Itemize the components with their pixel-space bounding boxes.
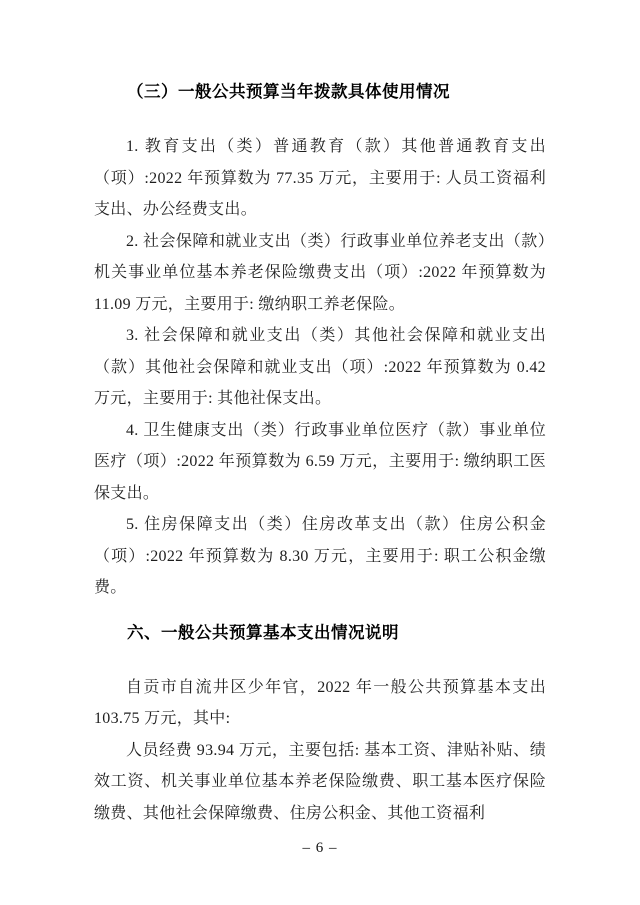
- budget-item-paragraph-housing: 5. 住房保障支出（类）住房改革支出（款）住房公积金（项）:2022 年预算数为 8.30 万元，主要用于: 职工公积金缴费。: [94, 516, 546, 596]
- budget-item-paragraph-health: 4. 卫生健康支出（类）行政事业单位医疗（款）事业单位医疗（项）:2022 年预算数为 6.59 万元，主要用于: 缴纳职工医保支出。: [94, 421, 546, 502]
- section-heading-allocation-usage: （三）一般公共预算当年拨款具体使用情况: [127, 83, 450, 101]
- section-heading-basic-expenditure: 六、一般公共预算基本支出情况说明: [127, 623, 399, 642]
- budget-item-paragraph-education: 1. 教育支出（类）普通教育（款）其他普通教育支出（项）:2022 年预算数为 77.35 万元，主要用于: 人员工资福利支出、办公经费支出。: [94, 138, 546, 218]
- budget-item-paragraph-pension: 2. 社会保障和就业支出（类）行政事业单位养老支出（款）机关事业单位基本养老保险缴费支出（项）:2022 年预算数为 11.09 万元，主要用于: 缴纳职工养老保险。: [94, 232, 546, 313]
- personnel-expense-paragraph: 人员经费 93.94 万元，主要包括: 基本工资、津贴补贴、绩效工资、机关事业单位基本养老保险缴费、职工基本医疗保险缴费、其他社会保障缴费、住房公积金、其他工资福利: [94, 741, 546, 822]
- page-number: – 6 –: [302, 840, 338, 856]
- budget-item-paragraph-social-security: 3. 社会保障和就业支出（类）其他社会保障和就业支出（款）其他社会保障和就业支出（项）:2022 年预算数为 0.42 万元，主要用于: 其他社保支出。: [94, 327, 546, 407]
- page-content: [94, 75, 546, 829]
- basic-expenditure-intro-paragraph: 自贡市自流井区少年官，2022 年一般公共预算基本支出 103.75 万元，其中:: [94, 678, 546, 727]
